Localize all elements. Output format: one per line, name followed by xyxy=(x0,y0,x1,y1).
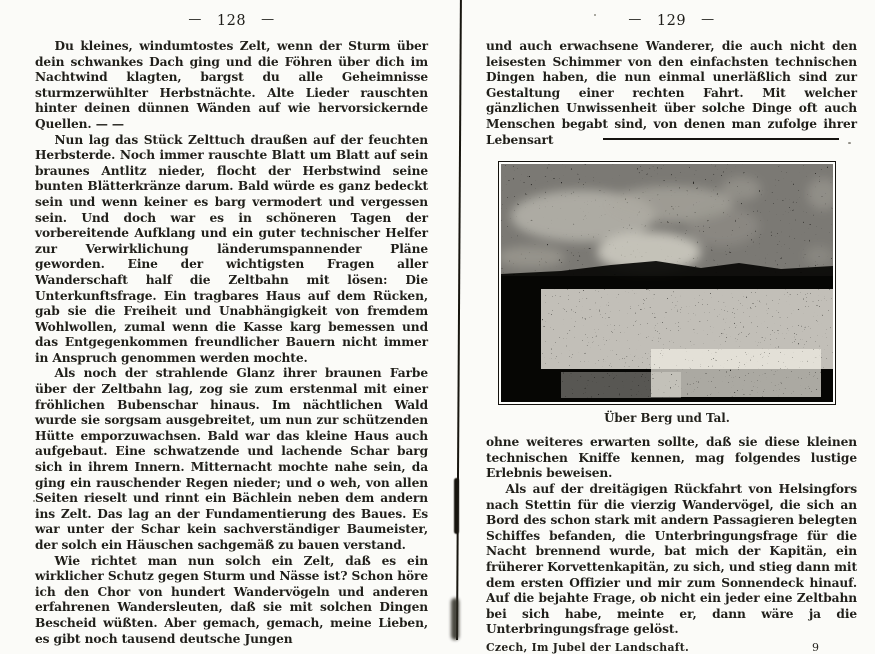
page-header-left xyxy=(35,13,428,29)
scan-speck xyxy=(848,142,851,144)
sheet-number: 9 xyxy=(812,640,819,654)
header-dash: — xyxy=(261,12,275,27)
header-dash: — xyxy=(701,12,715,27)
paragraph: und auch erwachsene Wanderer, die auch nicht den leisesten Schimmer von den einfachsten technischen Dingen haben, die nun einmal unerläßlich sind zur Gestaltung einer rechten Fahrt. Mit welcher gänzlichen Unwissenheit über solche Dinge oft auch Menschen begabt sind, von denen man zufolge ihrer Lebensart xyxy=(486,39,857,147)
figure xyxy=(498,161,836,405)
page-number-left: 128 xyxy=(216,13,247,29)
paragraph: ohne weiteres erwarten sollte, daß sie diese kleinen technischen Kniffe kennen, mag folgendes lustige Erlebnis beweisen. xyxy=(486,435,857,481)
page-right xyxy=(486,0,857,654)
paragraph: Du kleines, windumtostes Zelt, wenn der Sturm über dein schwankes Dach ging und die Föhren über dich im Nachtwind klagten, bargst du alle Geheimnisse sturmzerwühlter Herbstnächte. Alte Lieder rauschten hinter deinen dünnen Wänden auf wie hervorsickernde Quellen. — — xyxy=(35,39,428,131)
right-page-text-top xyxy=(486,39,857,148)
header-dash: — xyxy=(188,12,202,27)
page-number-right: 129 xyxy=(656,13,687,29)
paragraph: Wie richtet man nun solch ein Zelt, daß es ein wirklicher Schutz gegen Sturm und Nässe ist? Schon höre ich den Chor von hundert Wandervögeln und anderen erfahrenen Wandersleuten, daß sie mit solchen Dingen Bescheid wüßten. Aber gemach, gemach, meine Lieben, es gibt noch tausend deutsche Jungen xyxy=(35,553,428,646)
paragraph: Als auf der dreitägigen Rückfahrt von Helsingfors nach Stettin für die vierzig Wandervögel, die sich an Bord des schon stark mit andern Passagieren belegten Schiffes befanden, die Unterbringungsfrage für die Nacht brennend wurde, bat mich der Kapitän, ein früherer Korvettenkapitän, zu sich, und stieg dann mit dem ersten Offizier und mir zum Sonnendeck hinauf. Auf die bejahte Frage, ob nicht ein jeder eine Zeltbahn bei sich habe, meinte er, dann wäre ja die Unterbringungsfrage gelöst. xyxy=(486,481,857,637)
left-page-text xyxy=(35,39,428,647)
landscape-photo xyxy=(501,164,833,402)
print-artifact-line xyxy=(603,138,839,140)
scan-speck xyxy=(594,14,596,16)
fold-ink-smudge xyxy=(451,598,459,640)
figure-caption: Über Berg und Tal. xyxy=(604,411,730,426)
page-footer xyxy=(486,641,857,654)
right-page-text-bottom xyxy=(486,435,857,638)
book-fold-line xyxy=(456,0,462,640)
page-header-right xyxy=(486,13,857,29)
scan-speck xyxy=(33,500,35,502)
book-signature: Czech, Im Jubel der Landschaft. xyxy=(486,640,690,654)
page-left xyxy=(35,0,428,646)
fold-ink-blob xyxy=(454,478,459,534)
paragraph: Nun lag das Stück Zelttuch draußen auf der feuchten Herbsterde. Noch immer rauschte Blatt um Blatt auf sein braunes Antlitz nieder, flocht der Herbstwind seine bunten Blätterkränze darum. Bald würde es ganz bedeckt sein und wenn keiner es barg vermodert und vergessen sein. Und doch war es in schöneren Tagen der vorbereitende Aufklang und ein guter technischer Helfer zur Verwirklichung länderumspannender Pläne geworden. Eine der wichtigsten Fragen aller Wanderschaft half die Zeltbahn mit lösen: Die Unterkunftsfrage. Ein tragbares Haus auf dem Rücken, gab sie die Freiheit und Unabhängigkeit von fremdem Wohlwollen, zumal wenn die Kasse karg bemessen und das Entgegenkommen freundlicher Bauern nicht immer in Anspruch genommen werden mochte. xyxy=(35,132,428,365)
header-dash: — xyxy=(628,12,642,27)
paragraph: Als noch der strahlende Glanz ihrer braunen Farbe über der Zeltbahn lag, zog sie zum erstenmal mit einer fröhlichen Bubenschar hinaus. Im nächtlichen Wald wurde sie sorgsam ausgebreitet, um nun zur schützenden Hütte emporzuwachsen. Bald war das kleine Haus auch aufgebaut. Eine schwatzende und lachende Schar barg sich in ihrem Innern. Mitternacht mochte nahe sein, da ging ein rauschender Regen nieder; und o weh, von allen Seiten rieselt und rinnt ein Bächlein neben dem andern ins Zelt. Das lag an der Fundamentierung des Baues. Es war unter der Schar kein sachverständiger Baumeister, der solch ein Häuschen sachgemäß zu bauen verstand. xyxy=(35,366,428,552)
